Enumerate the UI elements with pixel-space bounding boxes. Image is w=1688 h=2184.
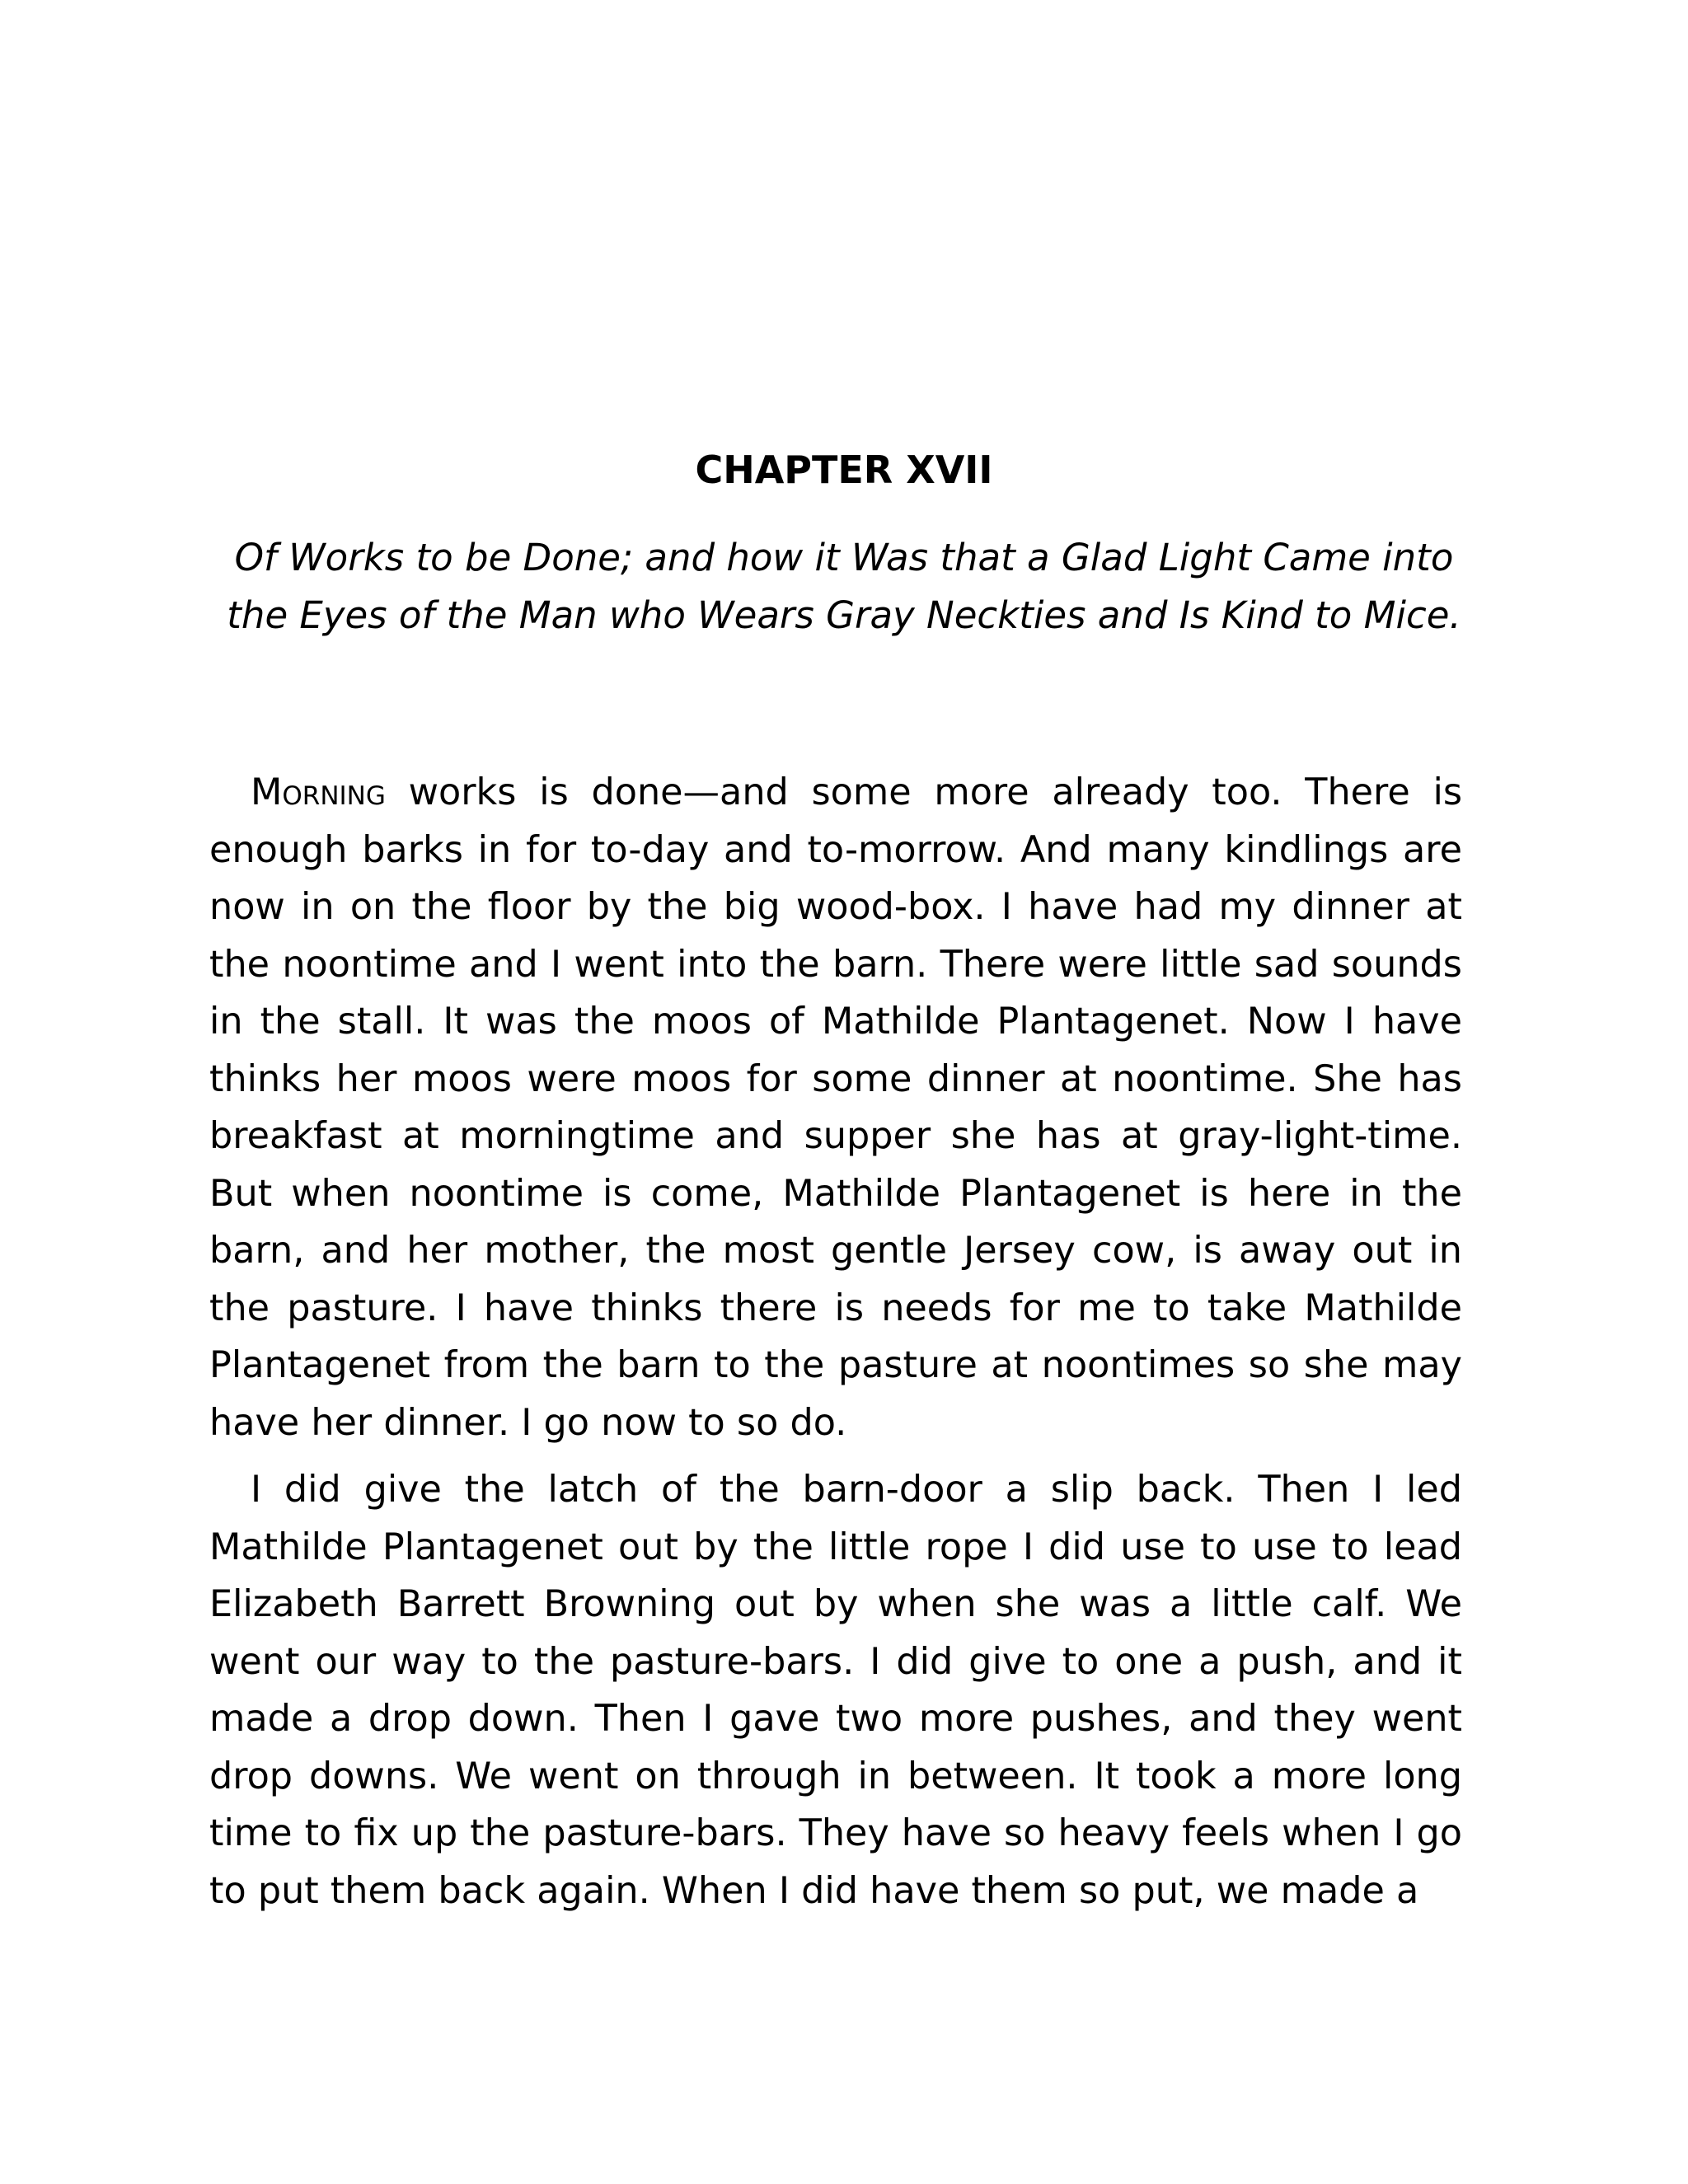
chapter-body xyxy=(209,764,1462,1929)
chapter-subtitle: Of Works to be Done; and how it Was that a Glad Light Came into the Eyes of the Man who Wears Gray Neckties and Is Kind to Mice. xyxy=(227,536,1461,637)
chapter-title: CHAPTER XVII xyxy=(695,448,993,492)
paragraph-1 xyxy=(209,764,1462,1451)
paragraph-1-text: works is done—and some more already too. There is enough barks in for to-day and to-morrow. And many kindlings are now in on the floor by the big wood-box. I have had my dinner at the noontime and I went into the barn. There were little sad sounds in the stall. It was the moos of Mathilde Plantagenet. Now I have thinks her moos were moos for some dinner at noontime. She has breakfast at morningtime and supper she has at gray-light-time. But when noontime is come, Mathilde Plantagenet is here in the barn, and her mother, the most gentle Jersey cow, is away out in the pasture. I have thinks there is needs for me to take Mathilde Plantagenet from the barn to the pasture at noontimes so she may have her dinner. I go now to so do. xyxy=(209,771,1462,1444)
paragraph-2 xyxy=(209,1461,1462,1919)
paragraph-2-text: I did give the latch of the barn-door a slip back. Then I led Mathilde Plantagenet out by the little rope I did use to use to lead Elizabeth Barrett Browning out by when she was a little calf. We went our way to the pasture-bars. I did give to one a push, and it made a drop down. Then I gave two more pushes, and they went drop downs. We went on through in between. It took a more long time to fix up the pasture-bars. They have so heavy feels when I go to put them back again. When I did have them so put, we made a xyxy=(209,1469,1462,1912)
paragraph-lead-word: Morning xyxy=(251,771,386,813)
